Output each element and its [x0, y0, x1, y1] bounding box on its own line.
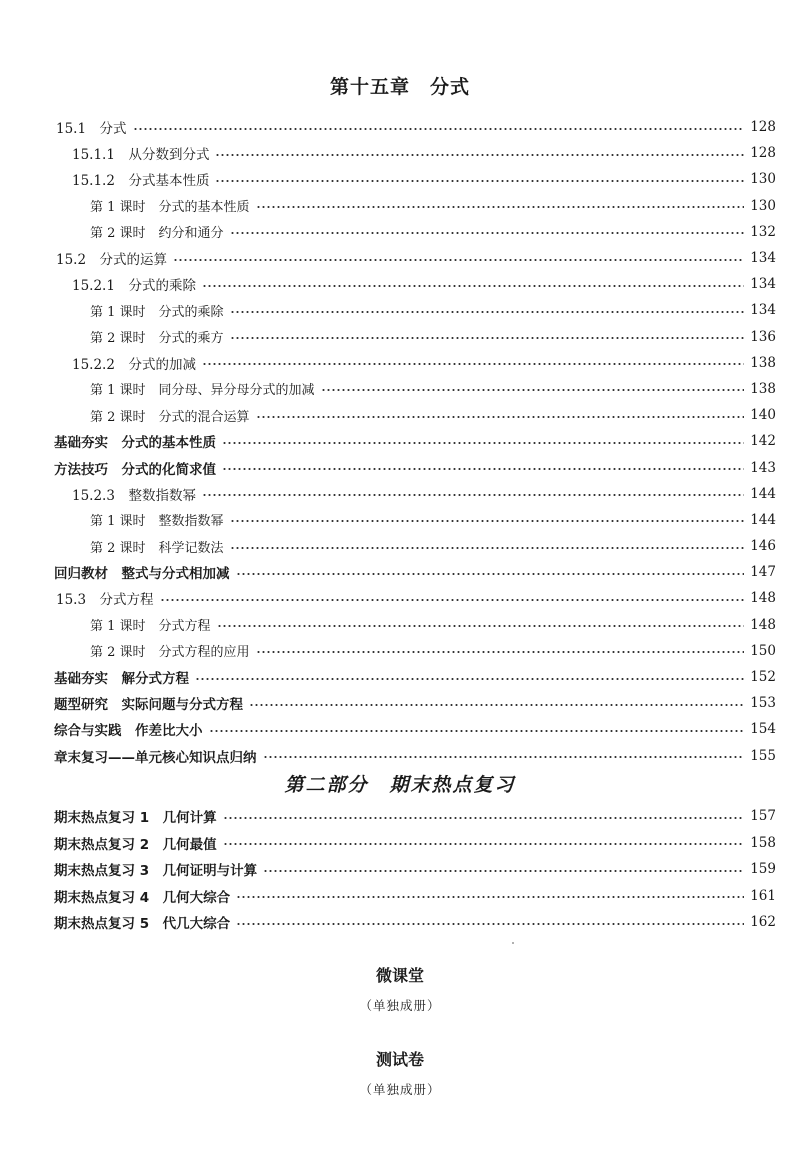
dot-leader — [249, 703, 744, 707]
toc-entry — [0, 140, 800, 166]
toc-entry — [0, 716, 800, 742]
toc-entry — [0, 830, 800, 857]
dot-leader — [236, 922, 744, 926]
toc-entry — [0, 350, 800, 376]
review-toc — [0, 803, 800, 936]
toc-entry-title: 基础夯实 分式的基本性质 — [54, 435, 216, 452]
toc-entry-page: 152 — [750, 669, 776, 686]
test-title: 测试卷 — [375, 1050, 424, 1069]
scan-speck — [512, 942, 514, 944]
toc-entry-title: 15.1.1 从分数到分式 — [72, 147, 210, 164]
toc-entry-page: 128 — [750, 119, 776, 136]
dot-leader — [236, 572, 745, 576]
dot-leader — [222, 441, 744, 445]
toc-entry-page: 142 — [750, 433, 776, 450]
dot-leader — [215, 153, 744, 157]
dot-leader — [133, 127, 745, 131]
toc-entry-title: 第 1 课时 同分母、异分母分式的加减 — [90, 383, 315, 399]
toc-entry — [0, 376, 800, 402]
chapter-title: 第十五章 分式 — [329, 76, 470, 98]
toc-entry — [0, 481, 800, 507]
toc-entry-title: 期末热点复习 4 几何大综合 — [54, 889, 231, 906]
toc-entry-page: 157 — [750, 808, 776, 825]
toc-entry-title: 第 2 课时 约分和通分 — [90, 226, 224, 242]
toc-entry-title: 第 1 课时 分式的基本性质 — [90, 200, 250, 216]
toc-entry-title: 第 2 课时 分式方程的应用 — [90, 645, 250, 661]
dot-leader — [222, 467, 744, 471]
toc-entry-page: 158 — [750, 834, 776, 851]
dot-leader — [230, 519, 745, 523]
toc-entry-page: 144 — [750, 511, 776, 528]
toc-entry-title: 15.3 分式方程 — [56, 592, 154, 609]
toc-entry-page: 153 — [750, 695, 776, 712]
toc-entry-page: 130 — [750, 197, 776, 214]
dot-leader — [256, 650, 745, 654]
toc-entry-title: 15.2.1 分式的乘除 — [72, 278, 196, 295]
toc-entry-page: 136 — [750, 328, 776, 345]
toc-entry-page: 138 — [750, 354, 776, 371]
toc-entry-page: 161 — [750, 887, 776, 904]
toc-entry — [0, 507, 800, 533]
toc-entry — [0, 245, 800, 271]
toc-entry-title: 15.1.2 分式基本性质 — [72, 173, 210, 190]
toc-entry — [0, 271, 800, 297]
toc-entry — [0, 690, 800, 716]
toc-entry-page: 154 — [750, 721, 776, 738]
toc-entry — [0, 743, 800, 769]
dot-leader — [223, 842, 745, 846]
dot-leader — [230, 546, 745, 550]
toc-entry — [0, 454, 800, 480]
toc-entry — [0, 297, 800, 323]
toc-entry — [0, 193, 800, 219]
dot-leader — [215, 179, 744, 183]
dot-leader — [230, 231, 745, 235]
dot-leader — [209, 729, 745, 733]
toc-entry-page: 155 — [750, 747, 776, 764]
toc-entry-page: 138 — [750, 380, 776, 397]
toc-entry-page: 144 — [750, 485, 776, 502]
toc-entry-page: 148 — [750, 590, 776, 607]
dot-leader — [321, 388, 745, 392]
toc-entry — [0, 402, 800, 428]
toc-entry-page: 150 — [750, 642, 776, 659]
toc-entry-title: 期末热点复习 1 几何计算 — [54, 810, 217, 827]
dot-leader — [256, 415, 745, 419]
toc-entry — [0, 166, 800, 192]
toc-entry-page: 140 — [750, 407, 776, 424]
toc-entry-title: 第 2 课时 科学记数法 — [90, 540, 224, 556]
toc-entry-title: 第 1 课时 分式方程 — [90, 619, 211, 635]
toc-entry-title: 期末热点复习 2 几何最值 — [54, 836, 217, 853]
toc-entry — [0, 856, 800, 883]
dot-leader — [236, 895, 744, 899]
toc-entry — [0, 664, 800, 690]
dot-leader — [263, 755, 745, 759]
toc-entry-title: 第 1 课时 分式的乘除 — [90, 304, 224, 320]
micro-class-title: 微课堂 — [375, 966, 424, 985]
toc-entry-title: 综合与实践 作差比大小 — [54, 723, 203, 740]
toc-entry — [0, 638, 800, 664]
toc-entry-title: 15.2 分式的运算 — [56, 252, 168, 269]
dot-leader — [263, 869, 744, 873]
toc-entry-title: 题型研究 实际问题与分式方程 — [54, 697, 243, 714]
toc-entry-page: 147 — [750, 564, 776, 581]
chapter-toc — [0, 114, 800, 769]
toc-entry-title: 回归教材 整式与分式相加减 — [54, 566, 230, 583]
dot-leader — [230, 310, 745, 314]
dot-leader — [195, 677, 744, 681]
toc-entry — [0, 428, 800, 454]
toc-entry-page: 143 — [750, 459, 776, 476]
toc-entry-title: 章末复习——单元核心知识点归纳 — [54, 749, 257, 766]
toc-entry-page: 134 — [750, 302, 776, 319]
toc-entry-title: 期末热点复习 5 代几大综合 — [54, 916, 231, 933]
dot-leader — [202, 362, 744, 366]
dot-leader — [256, 205, 745, 209]
toc-entry-title: 期末热点复习 3 几何证明与计算 — [54, 863, 258, 880]
toc-entry-page: 162 — [750, 914, 776, 931]
toc-entry — [0, 559, 800, 585]
toc-entry-page: 130 — [750, 171, 776, 188]
part-title: 第二部分 期末热点复习 — [284, 774, 516, 796]
dot-leader — [223, 816, 745, 820]
dot-leader — [160, 598, 745, 602]
toc-entry-page: 159 — [750, 861, 776, 878]
toc-entry — [0, 803, 800, 830]
toc-entry-title: 15.1 分式 — [56, 121, 127, 138]
micro-class-note: （单独成册） — [359, 998, 441, 1013]
toc-entry — [0, 114, 800, 140]
toc-entry — [0, 612, 800, 638]
toc-entry-page: 128 — [750, 145, 776, 162]
dot-leader — [202, 284, 744, 288]
toc-entry-title: 第 2 课时 分式的乘方 — [90, 331, 224, 347]
toc-entry-title: 第 1 课时 整数指数幂 — [90, 514, 224, 530]
toc-entry-title: 方法技巧 分式的化简求值 — [54, 461, 216, 478]
toc-entry — [0, 585, 800, 611]
toc-entry-title: 15.2.2 分式的加减 — [72, 356, 196, 373]
toc-entry-page: 148 — [750, 616, 776, 633]
toc-entry — [0, 909, 800, 936]
dot-leader — [230, 336, 745, 340]
toc-entry-page: 132 — [750, 223, 776, 240]
dot-leader — [217, 624, 745, 628]
toc-entry-title: 基础夯实 解分式方程 — [54, 671, 189, 688]
dot-leader — [202, 493, 744, 497]
toc-entry-page: 134 — [750, 276, 776, 293]
toc-entry — [0, 324, 800, 350]
toc-entry — [0, 883, 800, 910]
test-note: （单独成册） — [359, 1082, 441, 1097]
toc-entry — [0, 219, 800, 245]
toc-entry-page: 146 — [750, 538, 776, 555]
toc-entry-title: 第 2 课时 分式的混合运算 — [90, 409, 250, 425]
toc-entry — [0, 533, 800, 559]
toc-entry-title: 15.2.3 整数指数幂 — [72, 487, 196, 504]
toc-entry-page: 134 — [750, 250, 776, 267]
dot-leader — [173, 258, 744, 262]
